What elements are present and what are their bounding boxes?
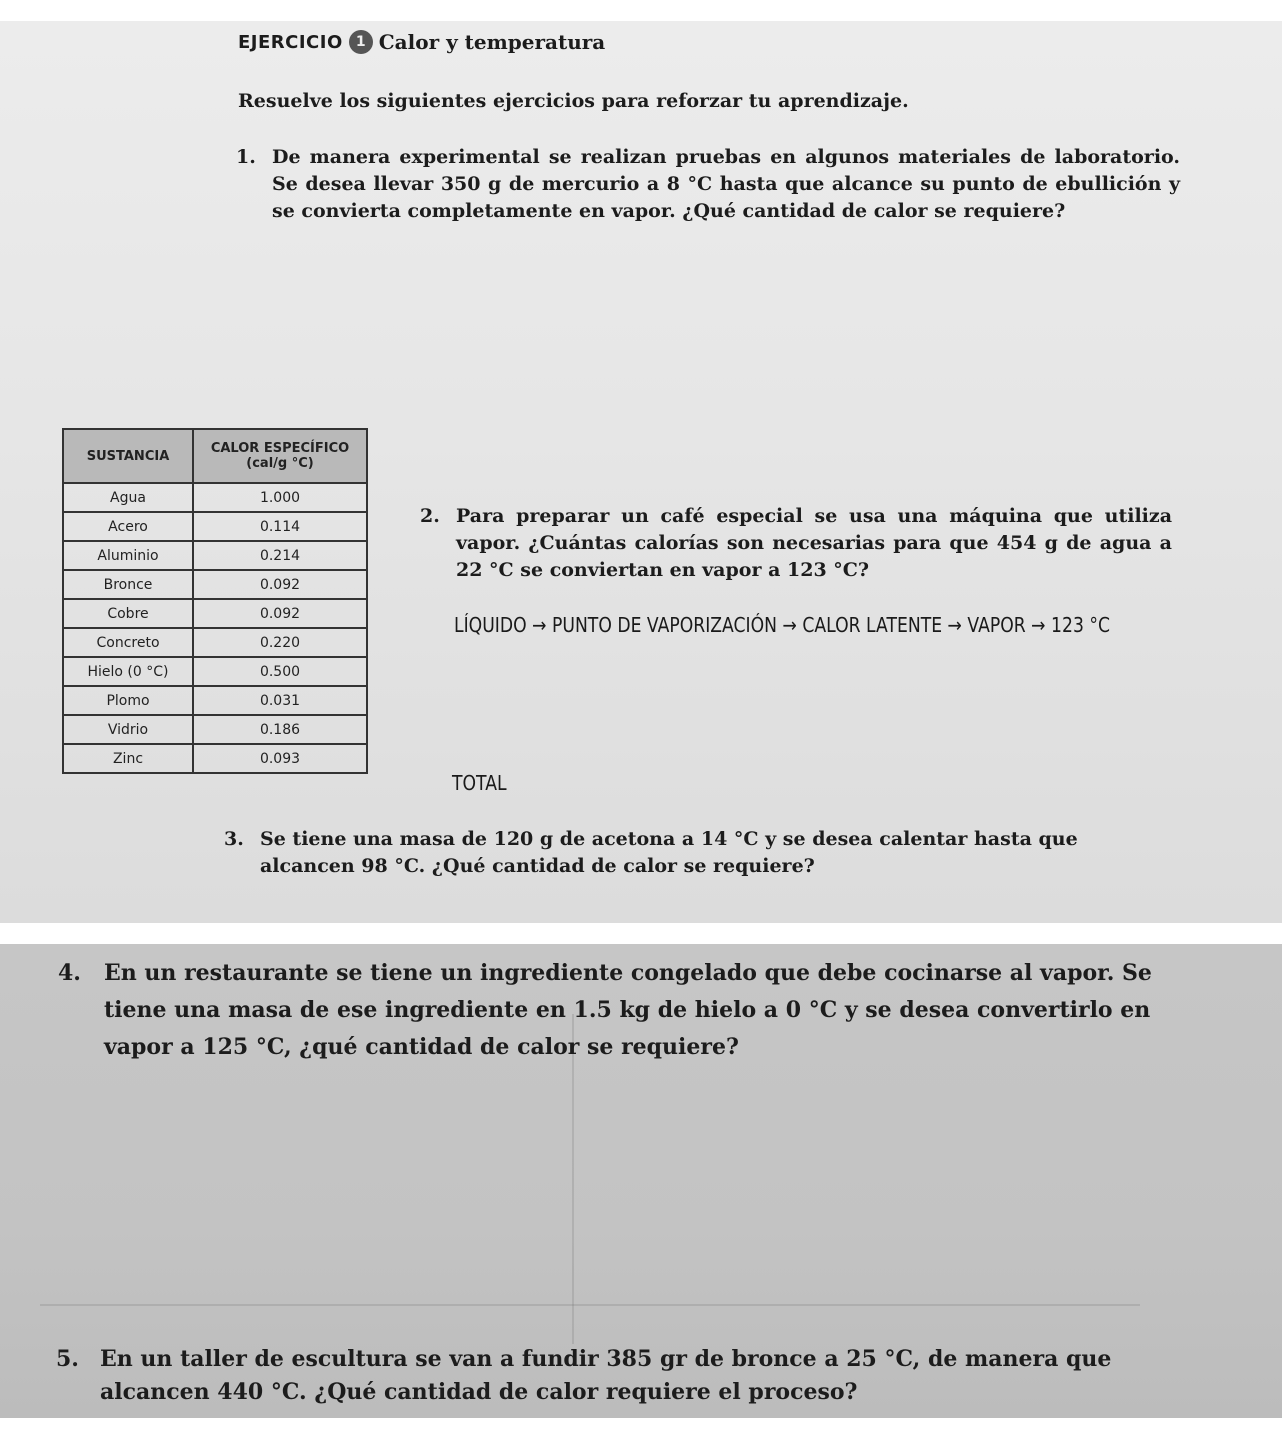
- question-text: De manera experimental se realizan pruebas en algunos materiales de laboratorio. Se desea llevar 350 g de mercurio a 8 °C hasta que alcance su punto de ebullición y se convierta completamente en vapor. ¿Qué cantidad de calor se requiere?: [272, 146, 1180, 222]
- instructions: Resuelve los siguientes ejercicios para reforzar tu aprendizaje.: [238, 90, 909, 112]
- value-cell: 0.500: [193, 657, 367, 686]
- question-text: Se tiene una masa de 120 g de acetona a 14 °C y se desea calentar hasta que alcancen 98 °C. ¿Qué cantidad de calor se requiere?: [260, 828, 1078, 877]
- value-cell: 0.214: [193, 541, 367, 570]
- question-number: 2.: [420, 505, 440, 527]
- question-text: Para preparar un café especial se usa una máquina que utiliza vapor. ¿Cuántas calorías son necesarias para que 454 g de agua a 22 °C se conviertan en vapor a 123 °C?: [456, 505, 1172, 581]
- question-number: 3.: [224, 828, 244, 850]
- substance-cell: Concreto: [63, 628, 193, 657]
- substance-cell: Aluminio: [63, 541, 193, 570]
- substance-cell: Vidrio: [63, 715, 193, 744]
- table-header-substance: SUSTANCIA: [63, 429, 193, 483]
- question-number: 5.: [56, 1346, 79, 1372]
- substance-cell: Acero: [63, 512, 193, 541]
- question-text: En un taller de escultura se van a fundir 385 gr de bronce a 25 °C, de manera que alcancen 440 °C. ¿Qué cantidad de calor requiere el proceso?: [100, 1346, 1112, 1405]
- table-row: [63, 657, 367, 686]
- specific-heat-table: [62, 428, 368, 774]
- value-cell: 1.000: [193, 483, 367, 512]
- question-2: [420, 503, 1172, 584]
- exercise-title: Calor y temperatura: [378, 30, 606, 54]
- handwritten-flow-note: LÍQUIDO → PUNTO DE VAPORIZACIÓN → CALOR LATENTE → VAPOR → 123 °C: [454, 613, 1110, 637]
- substance-cell: Agua: [63, 483, 193, 512]
- value-cell: 0.092: [193, 570, 367, 599]
- substance-cell: Bronce: [63, 570, 193, 599]
- question-number: 4.: [58, 960, 81, 986]
- table-row: [63, 570, 367, 599]
- handwritten-total-note: TOTAL: [452, 771, 507, 795]
- table-header-specific-heat: CALOR ESPECÍFICO (cal/g °C): [193, 429, 367, 483]
- table-row: [63, 483, 367, 512]
- exercise-word: EJERCICIO: [238, 31, 343, 53]
- table-row: [63, 512, 367, 541]
- substance-cell: Cobre: [63, 599, 193, 628]
- table-row: [63, 744, 367, 773]
- table-row: [63, 715, 367, 744]
- substance-cell: Zinc: [63, 744, 193, 773]
- exercise-number-badge: 1: [349, 30, 373, 54]
- table-row: [63, 628, 367, 657]
- table-row: [63, 686, 367, 715]
- question-3: [224, 826, 1174, 880]
- question-text: En un restaurante se tiene un ingrediente congelado que debe cocinarse al vapor. Se tiene una masa de ese ingrediente en 1.5 kg de hielo a 0 °C y se desea convertirlo en vapor a 125 °C, ¿qué cantidad de calor se requiere?: [104, 960, 1152, 1060]
- question-number: 1.: [236, 146, 256, 168]
- value-cell: 0.114: [193, 512, 367, 541]
- value-cell: 0.220: [193, 628, 367, 657]
- exercise-header: [238, 30, 605, 54]
- value-cell: 0.186: [193, 715, 367, 744]
- question-4: [58, 955, 1168, 1066]
- value-cell: 0.093: [193, 744, 367, 773]
- value-cell: 0.031: [193, 686, 367, 715]
- value-cell: 0.092: [193, 599, 367, 628]
- table-row: [63, 599, 367, 628]
- table-row: [63, 541, 367, 570]
- question-1: [236, 144, 1180, 225]
- substance-cell: Plomo: [63, 686, 193, 715]
- substance-cell: Hielo (0 °C): [63, 657, 193, 686]
- question-5: [56, 1343, 1166, 1409]
